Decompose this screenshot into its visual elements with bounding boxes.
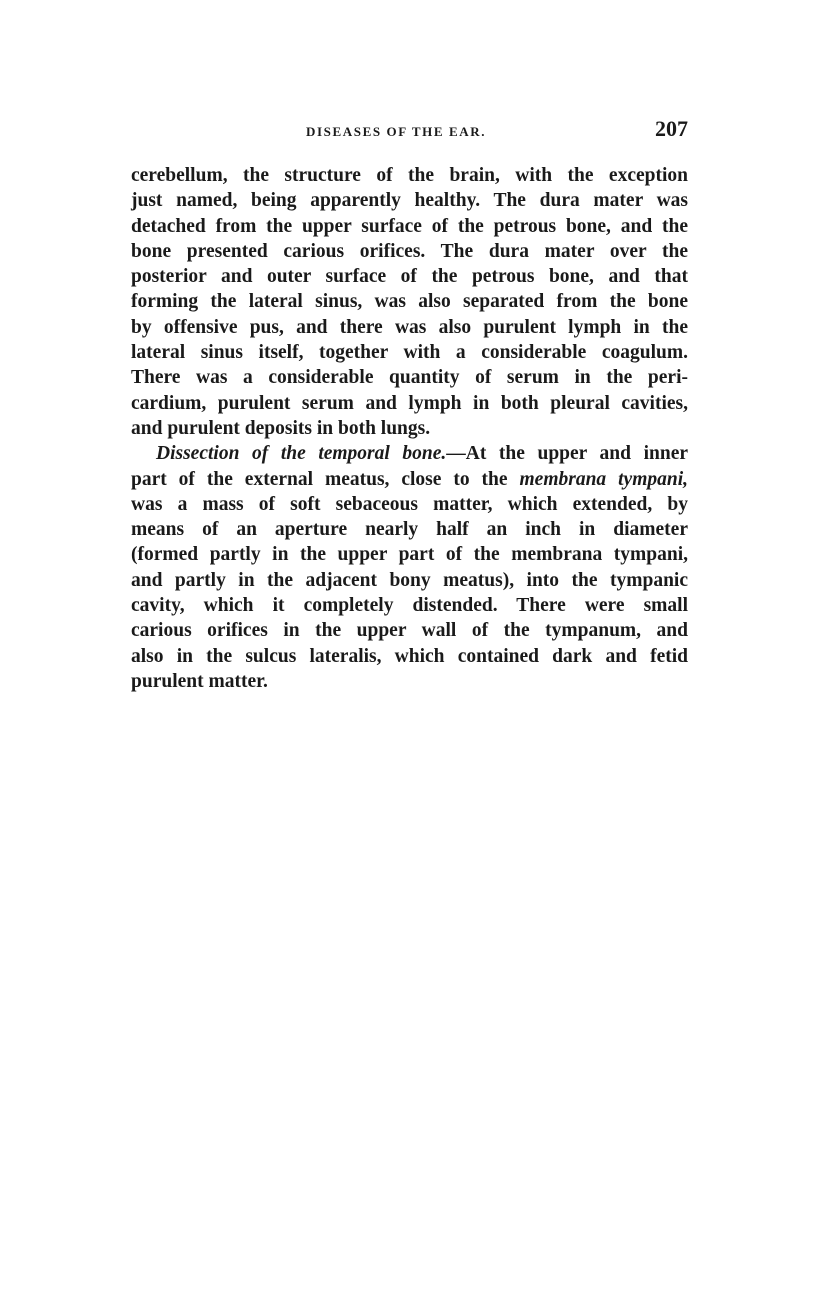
body-text	[131, 163, 688, 694]
running-head	[131, 116, 688, 148]
text-line: purulent matter.	[131, 670, 268, 692]
paragraph-dissection	[131, 441, 688, 694]
text-fragment: part of the external meatus, close to the	[131, 468, 520, 490]
text-line: means of an aperture nearly half an inch in diameter	[131, 519, 688, 541]
paragraph-autopsy-findings	[131, 163, 688, 441]
text-line: cardium, purulent serum and lymph in both pleural cavities,	[131, 392, 688, 414]
text-line: cavity, which it completely distended. There were small	[131, 595, 688, 617]
text-fragment: —At the upper and inner	[446, 443, 688, 465]
text-line	[131, 467, 688, 492]
text-line: and purulent deposits in both lungs.	[131, 417, 431, 439]
text-line: lateral sinus itself, together with a considerable coagulum.	[131, 342, 688, 364]
text-line: forming the lateral sinus, was also separated from the bone	[131, 291, 688, 313]
text-line: also in the sulcus lateralis, which contained dark and fetid	[131, 645, 688, 667]
italic-term: membrana tympani,	[519, 468, 688, 490]
running-title: DISEASES OF THE EAR.	[306, 124, 487, 139]
page-number: 207	[655, 116, 688, 141]
text-line: was a mass of soft sebaceous matter, which extended, by	[131, 493, 688, 515]
text-line: (formed partly in the upper part of the membrana tympani,	[131, 544, 688, 566]
text-line: posterior and outer surface of the petrous bone, and that	[131, 266, 688, 288]
text-line	[131, 441, 688, 466]
text-line: There was a considerable quantity of serum in the peri-	[131, 367, 688, 389]
text-line: cerebellum, the structure of the brain, with the exception	[131, 165, 688, 186]
text-line: detached from the upper surface of the petrous bone, and the	[131, 215, 688, 237]
text-line: carious orifices in the upper wall of the tympanum, and	[131, 620, 688, 642]
text-line: by offensive pus, and there was also purulent lymph in the	[131, 316, 688, 338]
section-heading: Dissection of the temporal bone.	[156, 443, 447, 465]
text-line: just named, being apparently healthy. The dura mater was	[131, 190, 688, 212]
text-line: and partly in the adjacent bony meatus), into the tympanic	[131, 569, 688, 591]
text-line: bone presented carious orifices. The dura mater over the	[131, 240, 688, 262]
